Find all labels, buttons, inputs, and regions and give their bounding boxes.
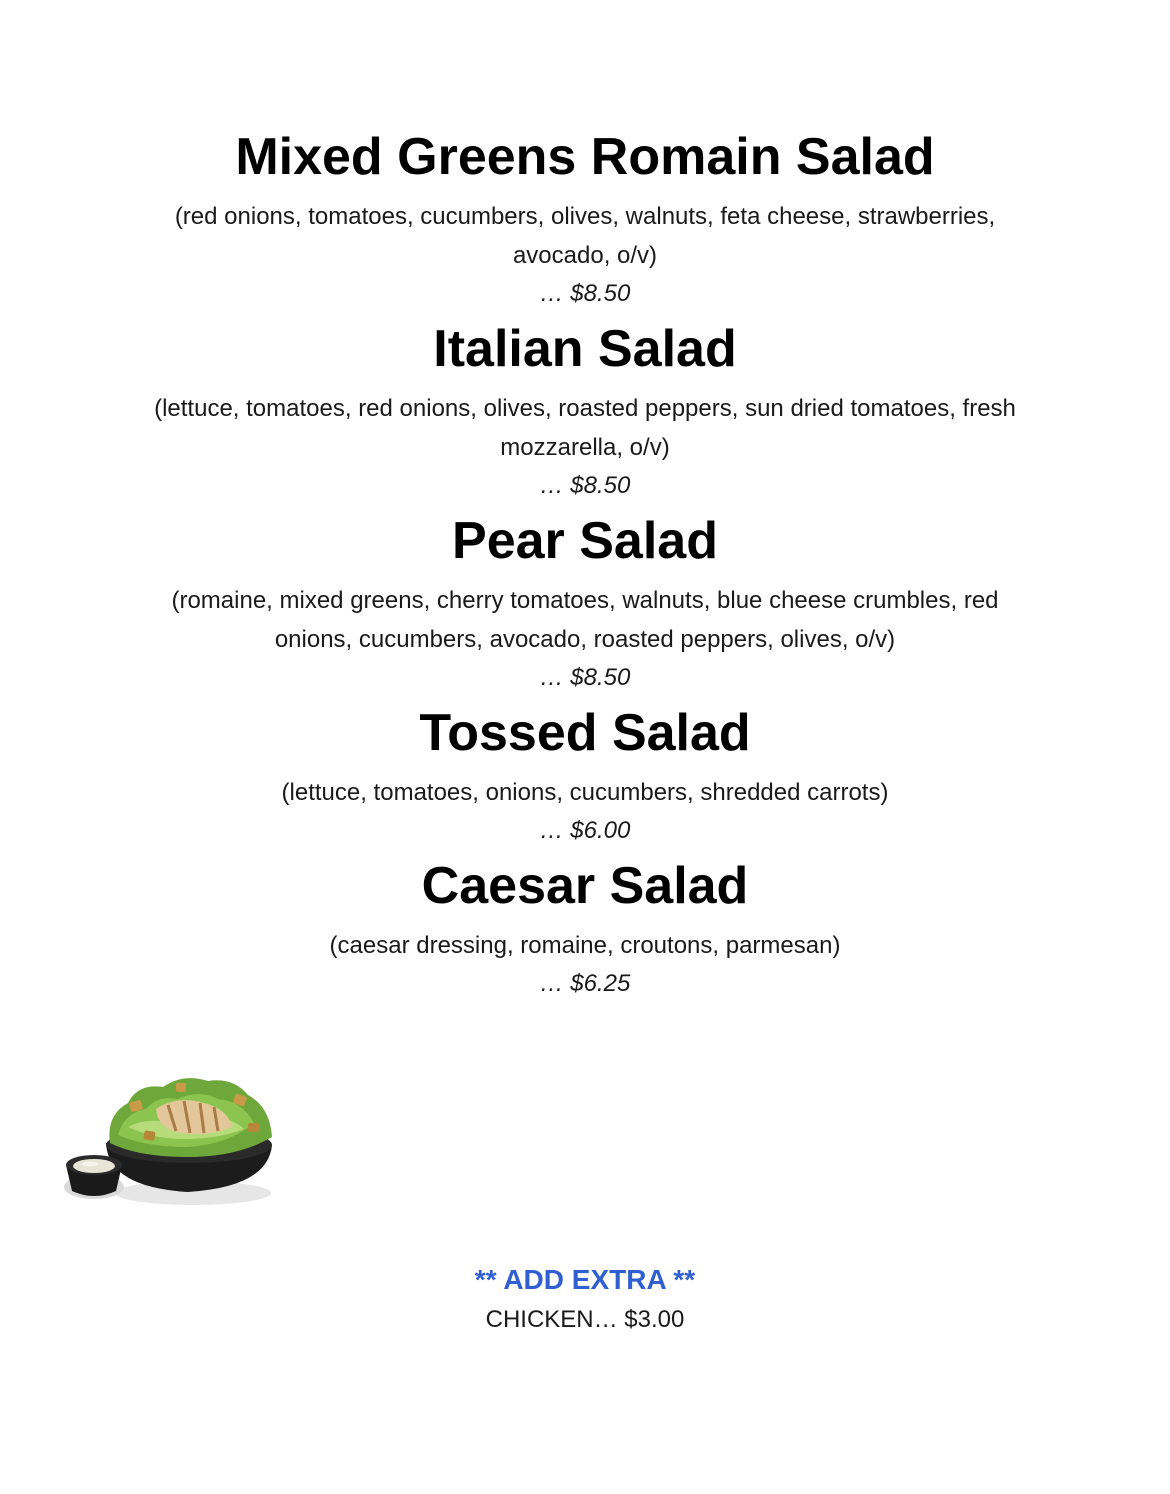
item-description: (lettuce, tomatoes, red onions, olives, roasted peppers, sun dried tomatoes, fresh mozzarella, o/v) [154, 395, 1016, 461]
menu-item-tossed [0, 701, 1170, 850]
item-description: (romaine, mixed greens, cherry tomatoes, walnuts, blue cheese crumbles, red onions, cucumbers, avocado, roasted peppers, olives, o/v) [171, 587, 999, 653]
item-title: Tossed Salad [419, 704, 751, 762]
menu-item-pear [0, 509, 1170, 697]
item-title: Mixed Greens Romain Salad [235, 128, 935, 186]
menu-item-caesar [0, 854, 1170, 1003]
add-extra-section [0, 1262, 1170, 1336]
item-description: (lettuce, tomatoes, onions, cucumbers, shredded carrots) [281, 779, 889, 806]
item-price: … $6.25 [539, 970, 631, 997]
item-title: Pear Salad [452, 512, 718, 570]
menu-item-italian [0, 317, 1170, 505]
item-title: Italian Salad [433, 320, 737, 378]
extra-chicken-price: CHICKEN… $3.00 [485, 1306, 685, 1333]
item-price: … $8.50 [539, 472, 631, 499]
item-description: (caesar dressing, romaine, croutons, parmesan) [329, 932, 841, 959]
salad-menu [0, 125, 1170, 1007]
item-title: Caesar Salad [421, 857, 749, 915]
item-description: (red onions, tomatoes, cucumbers, olives, walnuts, feta cheese, strawberries, avocado, o/v) [174, 203, 996, 269]
item-price: … $8.50 [539, 280, 631, 307]
caesar-salad-bowl-image [58, 1065, 280, 1215]
add-extra-heading: ** ADD EXTRA ** [474, 1264, 696, 1295]
item-price: … $8.50 [539, 664, 631, 691]
menu-item-mixed-greens [0, 125, 1170, 313]
item-price: … $6.00 [539, 817, 631, 844]
